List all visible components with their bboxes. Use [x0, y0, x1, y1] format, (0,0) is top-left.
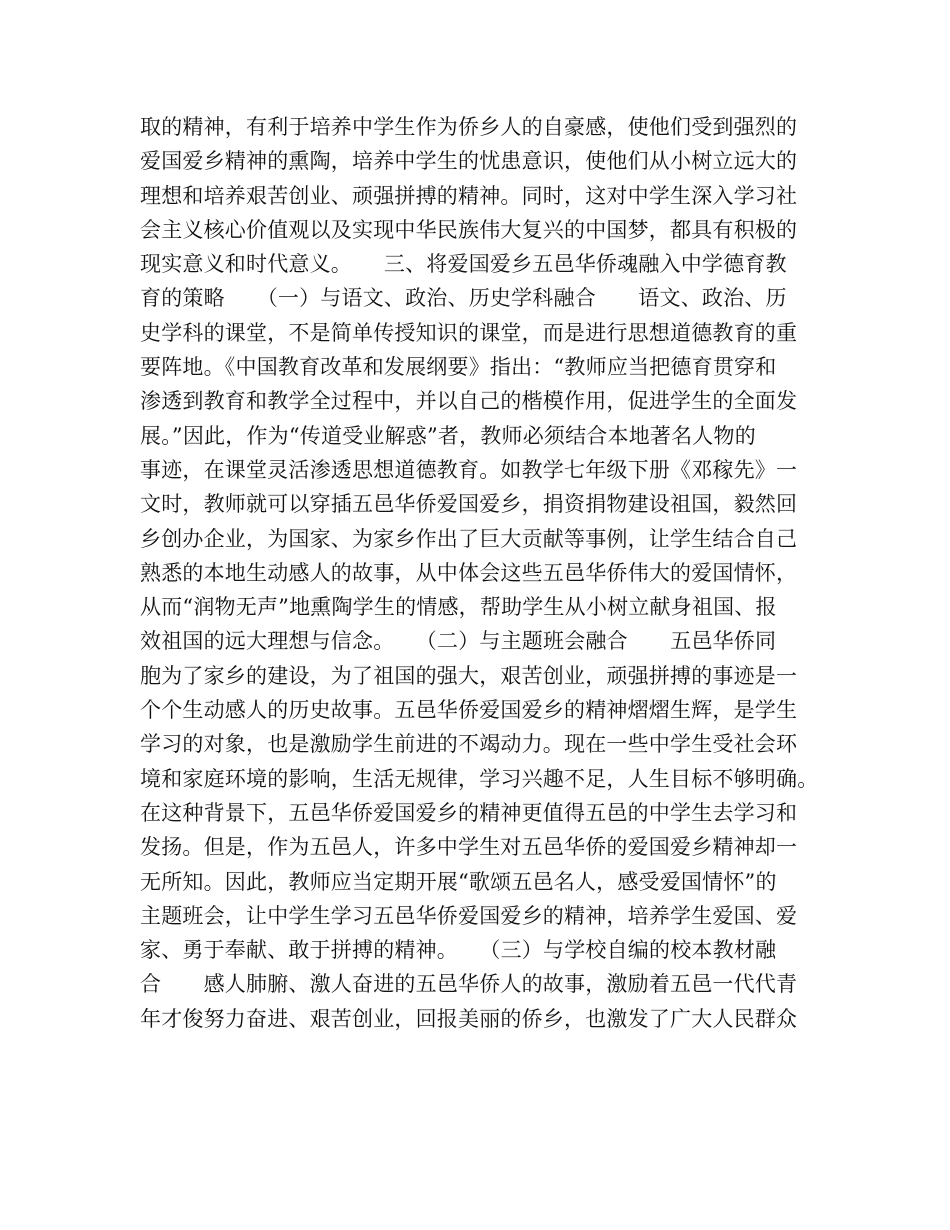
text-line: 主题班会，让中学生学习五邑华侨爱国爱乡的精神，培养学生爱国、爱: [140, 903, 798, 928]
text-line: 乡创办企业，为国家、为家乡作出了巨大贡献等事例，让学生结合自己: [140, 526, 798, 551]
text-line: 史学科的课堂，不是简单传授知识的课堂，而是进行思想道德教育的重: [140, 320, 798, 345]
text-line: 效祖国的远大理想与信念。 （二）与主题班会融合 五邑华侨同: [140, 629, 777, 654]
text-line: 发扬。但是，作为五邑人，许多中学生对五邑华侨的爱国爱乡精神却一: [140, 835, 798, 860]
text-line: 要阵地。《中国教育改革和发展纲要》指出：“教师应当把德育贯穿和: [140, 355, 777, 380]
text-line: 年才俊努力奋进、艰苦创业，回报美丽的侨乡，也激发了广大人民群众: [140, 1006, 798, 1031]
text-line: 从而“润物无声”地熏陶学生的情感，帮助学生从小树立献身祖国、报: [140, 595, 777, 620]
text-line: 家、勇于奉献、敢于拼搏的精神。 （三）与学校自编的校本教材融: [140, 938, 777, 963]
text-line: 渗透到教育和教学全过程中，并以自己的楷模作用，促进学生的全面发: [140, 389, 798, 414]
text-line: 境和家庭环境的影响，生活无规律，学习兴趣不足，人生目标不够明确。: [140, 766, 819, 791]
text-line: 事迹，在课堂灵活渗透思想道德教育。如教学七年级下册《邓稼先》一: [140, 457, 798, 482]
text-line: 文时，教师就可以穿插五邑华侨爱国爱乡，捐资捐物建设祖国，毅然回: [140, 492, 798, 517]
text-line: 爱国爱乡精神的熏陶，培养中学生的忧患意识，使他们从小树立远大的: [140, 149, 798, 174]
text-line: 学习的对象，也是激励学生前进的不竭动力。现在一些中学生受社会环: [140, 732, 798, 757]
text-line: 在这种背景下，五邑华侨爱国爱乡的精神更值得五邑的中学生去学习和: [140, 800, 798, 825]
text-line: 育的策略 （一）与语文、政治、历史学科融合 语文、政治、历: [140, 286, 787, 311]
text-line: 胞为了家乡的建设，为了祖国的强大，艰苦创业，顽强拼搏的事迹是一: [140, 663, 798, 688]
text-line: 理想和培养艰苦创业、顽强拼搏的精神。同时，这对中学生深入学习社: [140, 183, 798, 208]
text-line: 合 感人肺腑、激人奋进的五邑华侨人的故事，激励着五邑一代代青: [140, 972, 798, 997]
body-text: [140, 110, 830, 1036]
text-line: 无所知。因此，教师应当定期开展“歌颂五邑名人，感受爱国情怀”的: [140, 869, 777, 894]
text-line: 展。”因此，作为“传道受业解惑”者，教师必须结合本地著名人物的: [140, 423, 756, 448]
text-line: 取的精神，有利于培养中学生作为侨乡人的自豪感，使他们受到强烈的: [140, 115, 798, 139]
text-line: 现实意义和时代意义。 三、将爱国爱乡五邑华侨魂融入中学德育教: [140, 252, 787, 277]
text-line: 熟悉的本地生动感人的故事，从中体会这些五邑华侨伟大的爱国情怀，: [140, 560, 798, 585]
text-line: 会主义核心价值观以及实现中华民族伟大复兴的中国梦，都具有积极的: [140, 217, 798, 242]
text-line: 个个生动感人的历史故事。五邑华侨爱国爱乡的精神熠熠生辉，是学生: [140, 698, 798, 723]
